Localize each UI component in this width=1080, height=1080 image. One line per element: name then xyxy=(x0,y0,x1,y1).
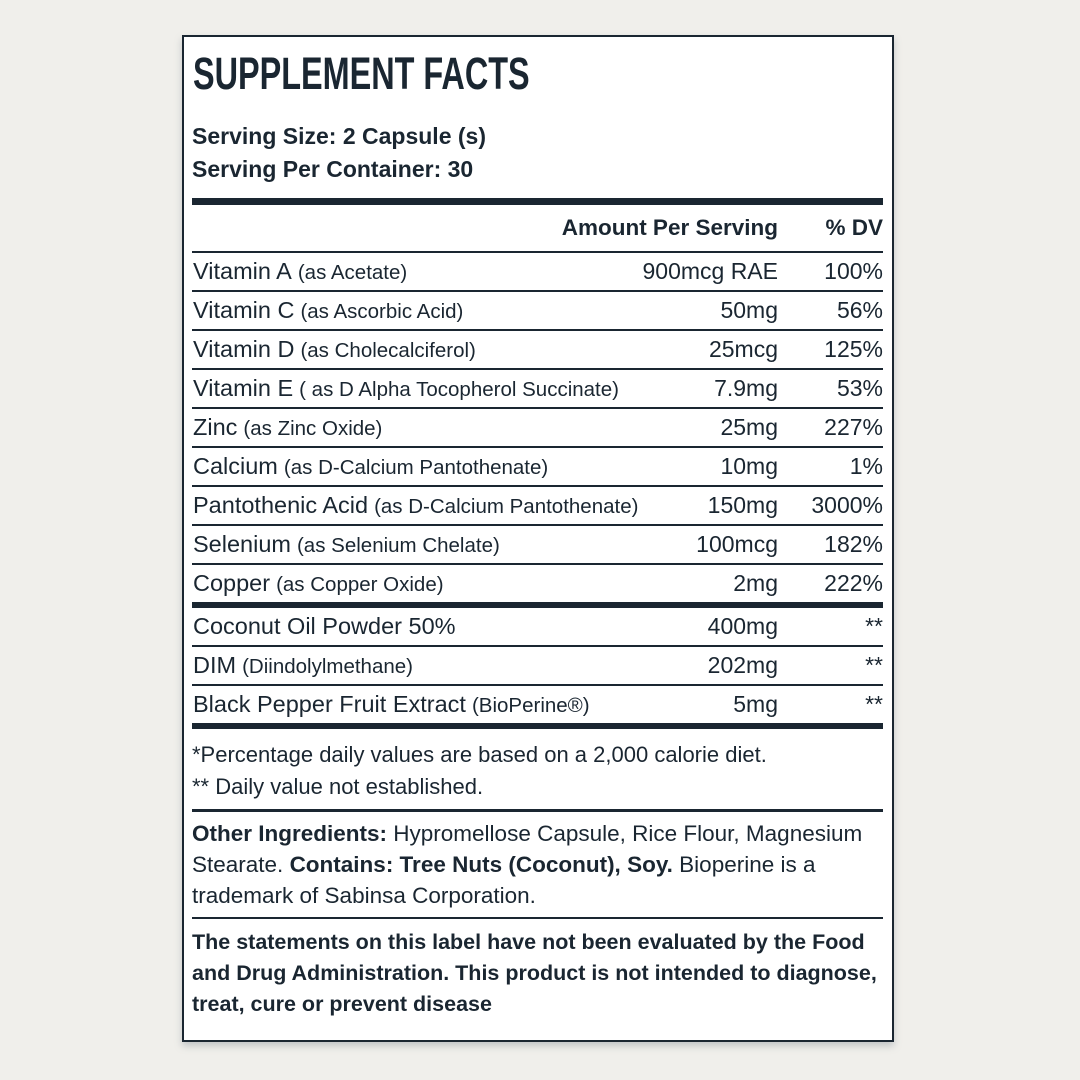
ingredient-dv: 53% xyxy=(836,375,883,401)
table-row xyxy=(192,684,883,723)
table-row xyxy=(192,485,883,524)
vitamins-minerals-rows xyxy=(192,253,883,602)
ingredient-amount: 100mcg xyxy=(696,531,778,557)
ingredient-amount: 400mg xyxy=(707,613,778,639)
fda-disclaimer: The statements on this label have not been evaluated by the Food and Drug Administration. This product is not intended to diagnose, treat, cure or prevent disease xyxy=(192,930,877,1016)
ingredient-detail: (as Cholecalciferol) xyxy=(300,339,476,362)
ingredient-name: Vitamin A xyxy=(193,258,292,284)
footnote-daily-values: *Percentage daily values are based on a 2,000 calorie diet. xyxy=(192,742,767,767)
ingredient-name: Vitamin E xyxy=(193,375,294,401)
table-header xyxy=(192,205,883,251)
supplement-facts-panel xyxy=(182,35,894,1042)
ingredient-dv: 222% xyxy=(824,570,883,596)
ingredient-name: Selenium xyxy=(193,531,291,557)
table-row xyxy=(192,368,883,407)
ingredient-amount: 7.9mg xyxy=(714,375,778,401)
ingredient-dv: 227% xyxy=(824,414,883,440)
ingredient-detail: (as Copper Oxide) xyxy=(276,573,444,596)
ingredient-amount: 25mg xyxy=(720,414,778,440)
ingredient-dv: ** xyxy=(865,613,883,639)
ingredient-dv: 56% xyxy=(836,297,883,323)
ingredient-dv: 182% xyxy=(824,531,883,557)
ingredient-amount: 5mg xyxy=(733,691,778,717)
other-ingredients-text2: Bioperine is a trademark of Sabinsa Corporation. xyxy=(192,851,816,908)
ingredient-dv: ** xyxy=(865,691,883,717)
ingredient-name: Coconut Oil Powder 50% xyxy=(193,613,456,639)
ingredient-detail: (as Ascorbic Acid) xyxy=(300,300,464,323)
ingredient-detail: (as D-Calcium Pantothenate) xyxy=(374,495,639,518)
table-row xyxy=(192,253,883,290)
table-row xyxy=(192,407,883,446)
ingredient-name: Calcium xyxy=(193,453,278,479)
ingredient-dv: 3000% xyxy=(811,492,883,518)
ingredient-detail: (as Selenium Chelate) xyxy=(296,534,500,557)
ingredient-name: Copper xyxy=(193,570,271,596)
serving-info xyxy=(192,120,883,186)
botanical-rows xyxy=(192,608,883,723)
ingredient-name: Pantothenic Acid xyxy=(193,492,369,518)
ingredient-amount: 150mg xyxy=(707,492,778,518)
ingredient-dv: 100% xyxy=(824,258,883,284)
ingredient-detail: (as Zinc Oxide) xyxy=(243,417,383,440)
footnotes xyxy=(192,729,883,809)
other-ingredients-text1: Hypromellose Capsule, Rice Flour, Magnesium Stearate. xyxy=(192,820,863,877)
table-row xyxy=(192,608,883,645)
ingredient-name: Vitamin C xyxy=(193,297,295,323)
ingredient-detail: (as Acetate) xyxy=(297,261,408,284)
serving-size: Serving Size: 2 Capsule (s) xyxy=(192,123,486,149)
header-dv: % DV xyxy=(825,215,883,240)
ingredient-dv: 125% xyxy=(824,336,883,362)
other-ingredients-label: Other Ingredients: xyxy=(192,820,388,846)
ingredient-dv: ** xyxy=(865,652,883,678)
footnote-not-established: ** Daily value not established. xyxy=(192,774,484,799)
contains-statement: Contains: Tree Nuts (Coconut), Soy. xyxy=(289,851,673,877)
ingredient-detail: (BioPerine®) xyxy=(471,694,590,717)
divider-thick-top xyxy=(192,198,883,205)
ingredient-amount: 202mg xyxy=(707,652,778,678)
table-row xyxy=(192,524,883,563)
ingredient-dv: 1% xyxy=(849,453,883,479)
table-row xyxy=(192,446,883,485)
ingredient-name: Black Pepper Fruit Extract xyxy=(193,691,466,717)
ingredient-name: Zinc xyxy=(193,414,238,440)
table-row xyxy=(192,329,883,368)
ingredient-detail: ( as D Alpha Tocopherol Succinate) xyxy=(299,378,619,401)
ingredient-detail: (Diindolylmethane) xyxy=(242,655,413,678)
serving-per-container: Serving Per Container: 30 xyxy=(192,156,474,182)
ingredient-name: Vitamin D xyxy=(193,336,295,362)
ingredient-amount: 25mcg xyxy=(708,336,778,362)
ingredient-detail: (as D-Calcium Pantothenate) xyxy=(283,456,549,479)
header-amount: Amount Per Serving xyxy=(561,215,778,240)
table-row xyxy=(192,645,883,684)
other-ingredients xyxy=(192,812,883,917)
ingredient-name: DIM xyxy=(193,652,237,678)
ingredient-amount: 900mcg RAE xyxy=(642,258,778,284)
table-row xyxy=(192,563,883,602)
table-row xyxy=(192,290,883,329)
ingredient-amount: 2mg xyxy=(733,570,778,596)
ingredient-amount: 50mg xyxy=(720,297,778,323)
ingredient-amount: 10mg xyxy=(720,453,778,479)
panel-title: SUPPLEMENT FACTS xyxy=(193,48,530,99)
